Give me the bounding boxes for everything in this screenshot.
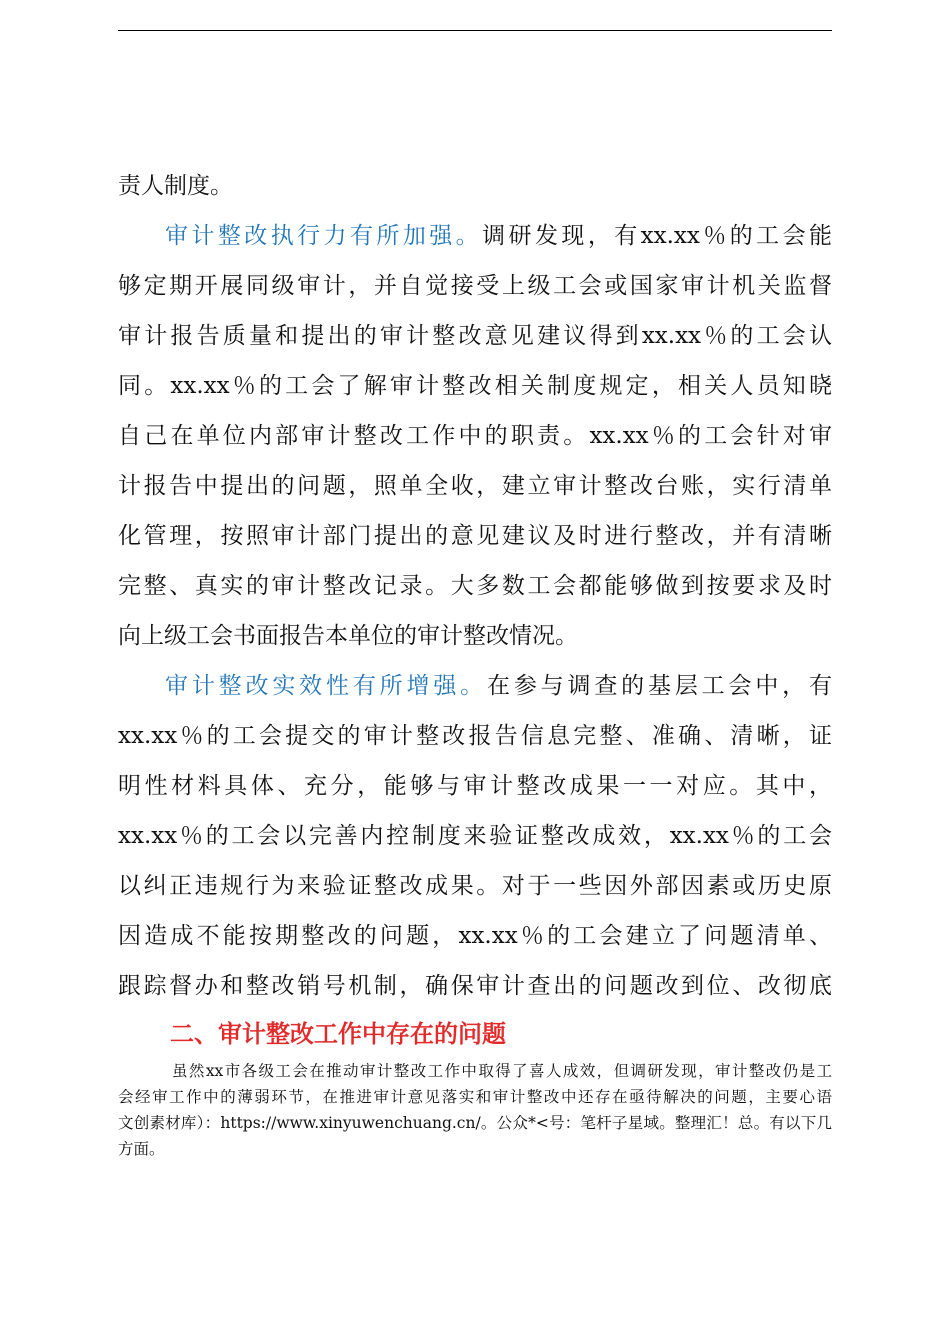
paragraph-line — [118, 661, 832, 711]
note-line: 文创素材库）：https://www.xinyuwenchuang.cn/。公众*<号：笔杆子星域。整理汇！总。有以下几 — [118, 1114, 832, 1132]
section-heading: 二、审计整改工作中存在的问题 — [170, 1020, 506, 1048]
note-line: 方面。 — [118, 1140, 165, 1158]
paragraph-line: 自己在单位内部审计整改工作中的职责。xx.xx％的工会针对审 — [118, 423, 832, 449]
paragraph-line: 以纠正违规行为来验证整改成果。对于一些因外部因素或历史原 — [118, 873, 832, 899]
paragraph-line: 跟踪督办和整改销号机制，确保审计查出的问题改到位、改彻底 — [118, 973, 832, 999]
paragraph-lead-heading: 审计整改执行力有所加强。 — [165, 223, 483, 249]
note-paragraph — [118, 1058, 832, 1162]
header-rule — [118, 30, 832, 31]
note-line: 会经审工作中的薄弱环节，在推进审计意见落实和审计整改中还存在亟待解决的问题，主要心语 — [118, 1088, 832, 1106]
paragraph-line: 审计报告质量和提出的审计整改意见建议得到xx.xx％的工会认 — [118, 323, 832, 349]
note-line: 虽然xx市各级工会在推动审计整改工作中取得了喜人成效，但调研发现，审计整改仍是工 — [172, 1062, 832, 1080]
paragraph-line-text: 在参与调查的基层工会中，有 — [487, 673, 833, 699]
continuation-line: 责人制度。 — [118, 173, 233, 199]
paragraph-line: xx.xx％的工会以完善内控制度来验证整改成效，xx.xx％的工会 — [118, 823, 832, 849]
paragraph-lead-heading: 审计整改实效性有所增强。 — [165, 673, 487, 699]
body-text — [118, 161, 832, 1011]
paragraph-effectiveness — [118, 661, 832, 1011]
paragraph-line: 化管理，按照审计部门提出的意见建议及时进行整改，并有清晰 — [118, 523, 832, 549]
paragraph-line — [118, 211, 832, 261]
paragraph-line: 向上级工会书面报告本单位的审计整改情况。 — [118, 623, 578, 649]
paragraph-line: 明性材料具体、充分，能够与审计整改成果一一对应。其中， — [118, 773, 832, 799]
paragraph-line: xx.xx％的工会提交的审计整改报告信息完整、准确、清晰，证 — [118, 723, 832, 749]
paragraph-line-text: 调研发现，有xx.xx％的工会能 — [482, 223, 833, 249]
paragraph-line: 够定期开展同级审计，并自觉接受上级工会或国家审计机关监督 — [118, 273, 832, 299]
paragraph-line: 同。xx.xx％的工会了解审计整改相关制度规定，相关人员知晓 — [118, 373, 832, 399]
paragraph-line: 计报告中提出的问题，照单全收，建立审计整改台账，实行清单 — [118, 473, 832, 499]
paragraph-line: 因造成不能按期整改的问题，xx.xx％的工会建立了问题清单、 — [118, 923, 832, 949]
paragraph-execution — [118, 211, 832, 661]
paragraph-line: 完整、真实的审计整改记录。大多数工会都能够做到按要求及时 — [118, 573, 832, 599]
